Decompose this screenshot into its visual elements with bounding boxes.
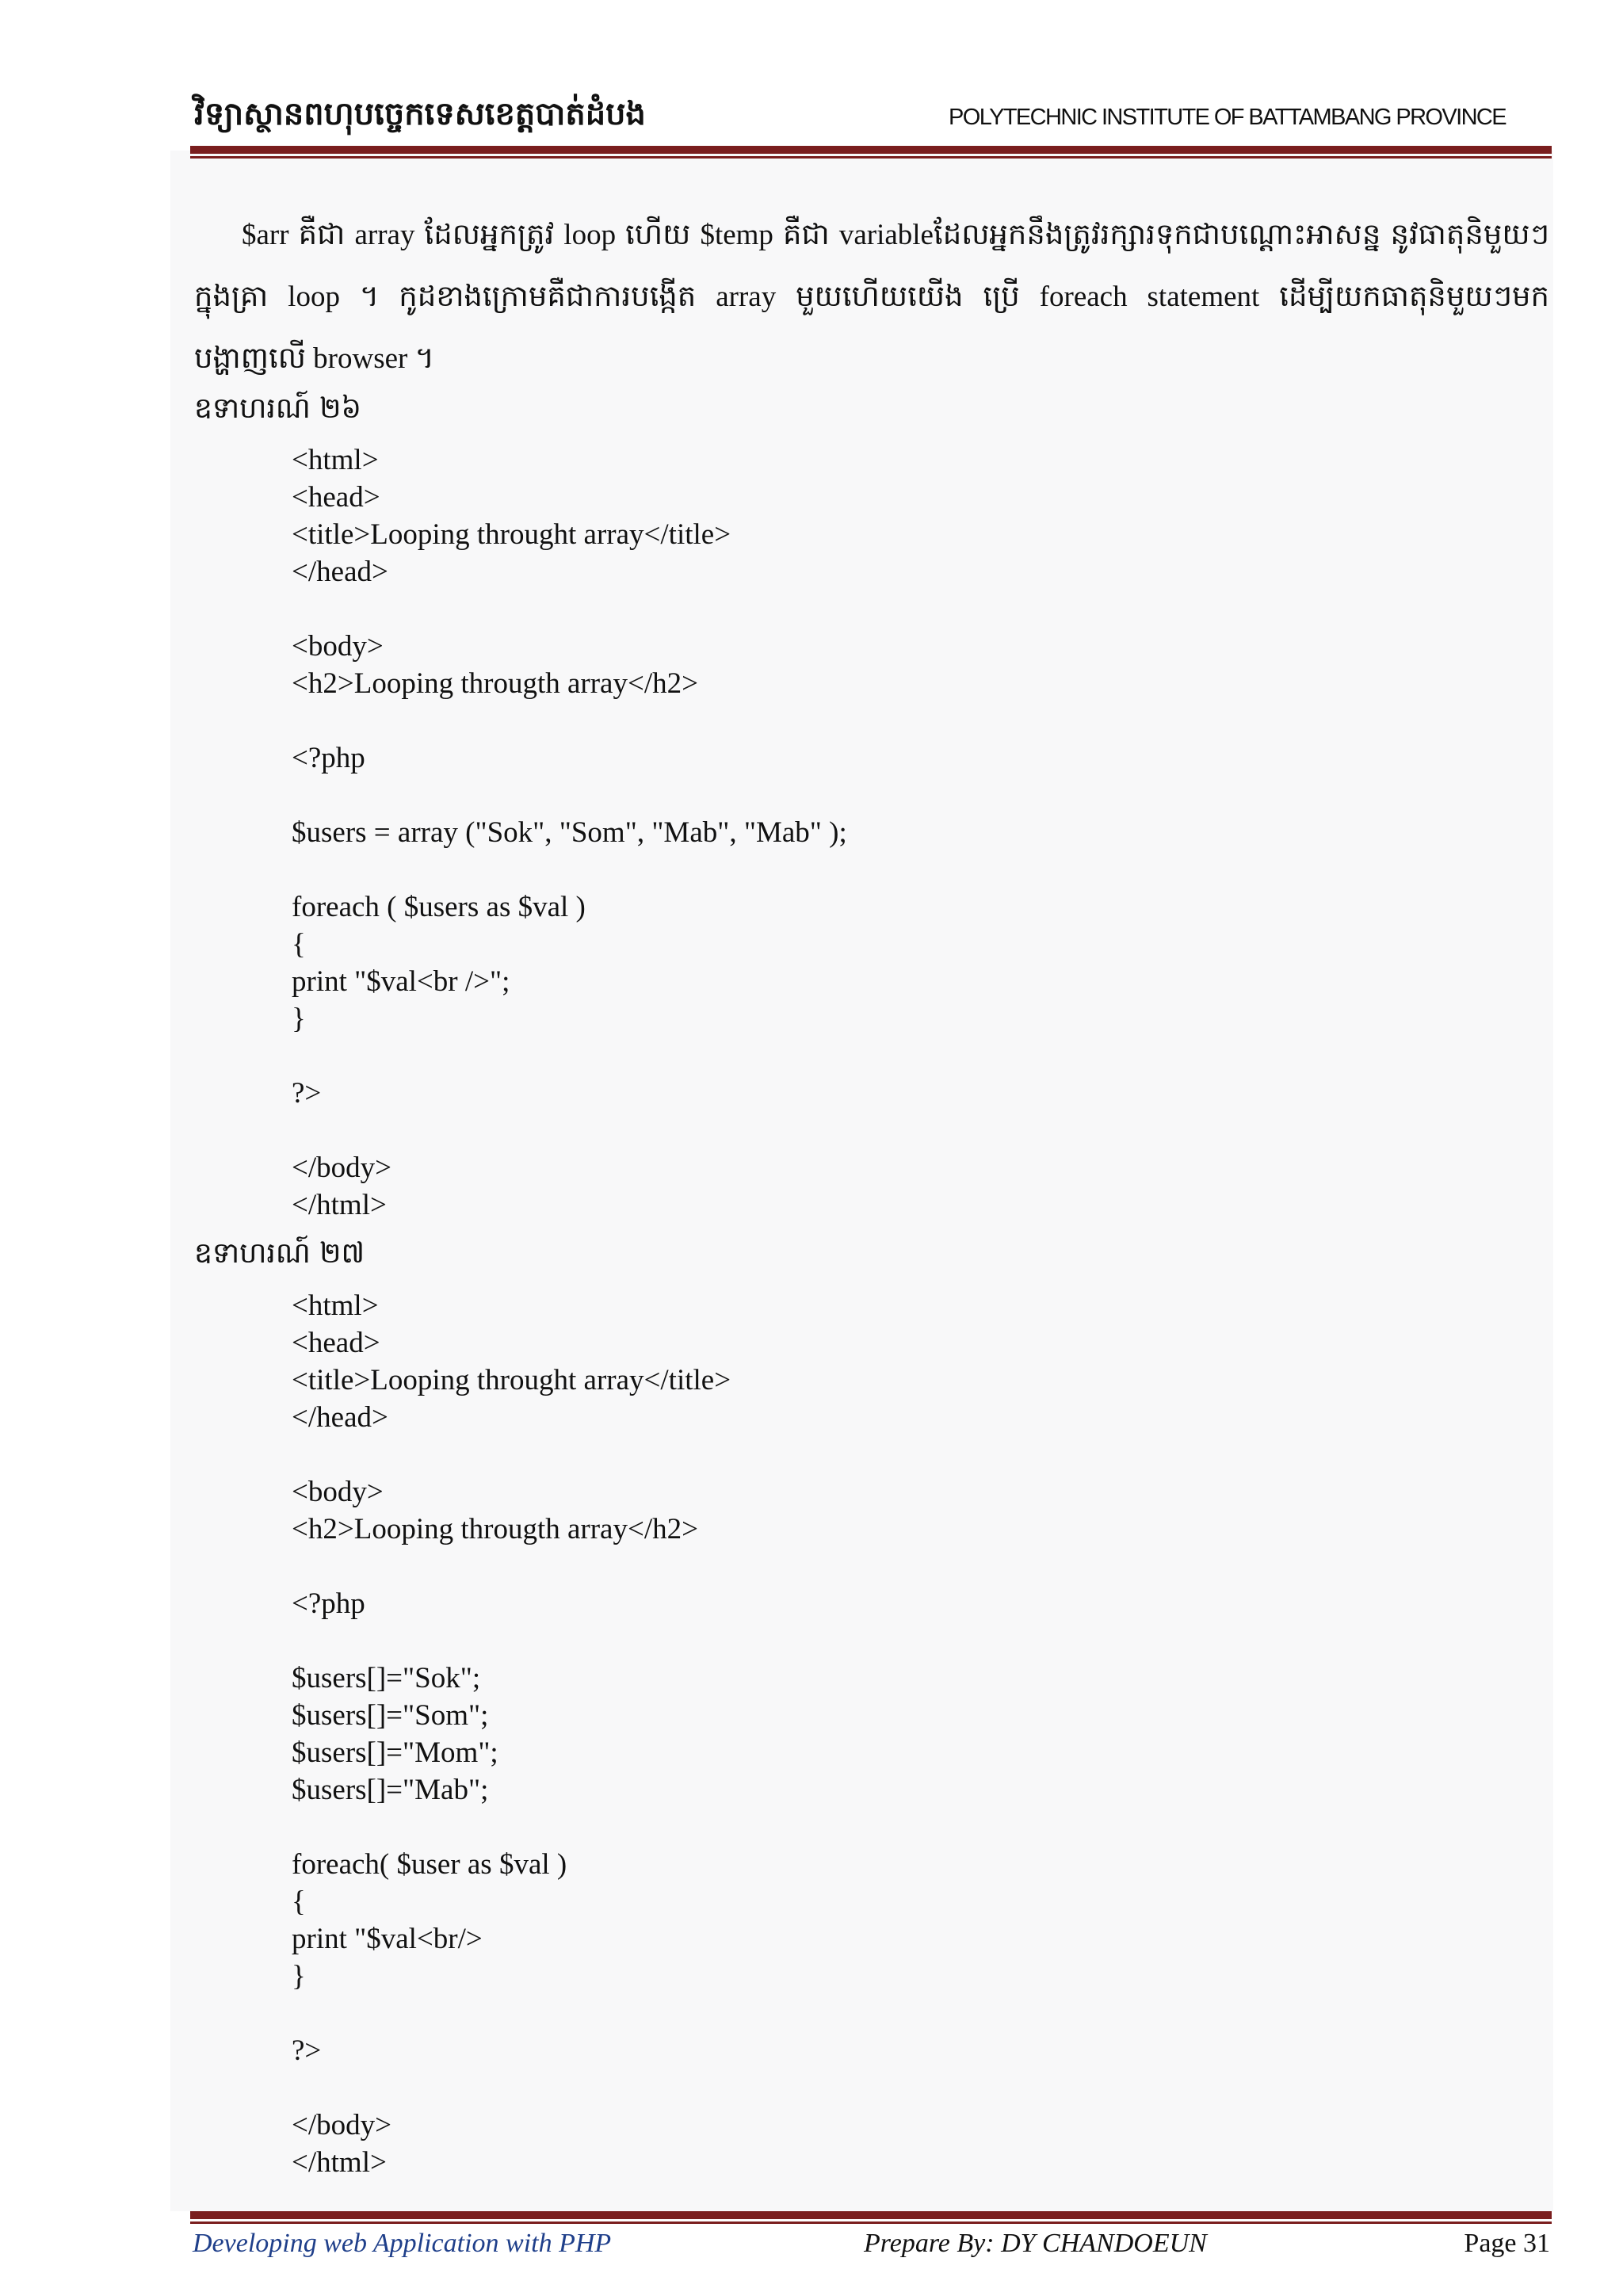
footer-author: Prepare By: DY CHANDOEUN: [864, 2229, 1207, 2258]
header-institute-khmer: វិទ្យាស្ថានពហុបច្ចេកទេសខេត្តបាត់ដំបង: [194, 96, 646, 132]
footer-rule-thick: [190, 2211, 1552, 2219]
example-26-code: <html> <head> <title>Looping throught array</title> </head> <body> <h2>Looping througth array</h2> <?php $users = array ("Sok", "Som", "Mab", "Mab" ); foreach ( $users as $val ) { print "$val<br />"; } ?> </body> </html>: [292, 444, 847, 1221]
example-27-code: <html> <head> <title>Looping throught array</title> </head> <body> <h2>Looping througth array</h2> <?php $users[]="Sok"; $users[]="Som"; $users[]="Mom"; $users[]="Mab"; foreach( $user as $val ) { print "$val<br/> } ?> </body> </html>: [292, 1289, 731, 2179]
footer-rule-thin: [190, 2222, 1552, 2224]
header-rule-thick: [190, 146, 1552, 154]
header-rule-thin: [190, 156, 1552, 159]
footer-page-number: Page 31: [1464, 2229, 1550, 2258]
footer-course-title: Developing web Application with PHP: [193, 2229, 612, 2258]
header-institute-english: POLYTECHNIC INSTITUTE OF BATTAMBANG PROVINCE: [949, 105, 1506, 130]
example-27-label: ឧទាហរណ៍ ២៧: [194, 1237, 365, 1270]
intro-paragraph: $arr គឺជា array ដែលអ្នកត្រូវ loop ហើយ $temp គឺជា variableដែលអ្នកនឹងត្រូវរក្សារទុកជាបណ្ដោះអាសន្ន នូវធាតុនិមួយៗ ក្នុងគ្រា loop ។ កូដខាងក្រោមគឺជាការបង្កើត array មួយហើយយើង ប្រើ foreach statement ដើម្បីយកធាតុនិមួយៗមក បង្ហាញលើ browser ។: [194, 219, 1549, 375]
example-26-label: ឧទាហរណ៍ ២៦: [194, 392, 361, 425]
